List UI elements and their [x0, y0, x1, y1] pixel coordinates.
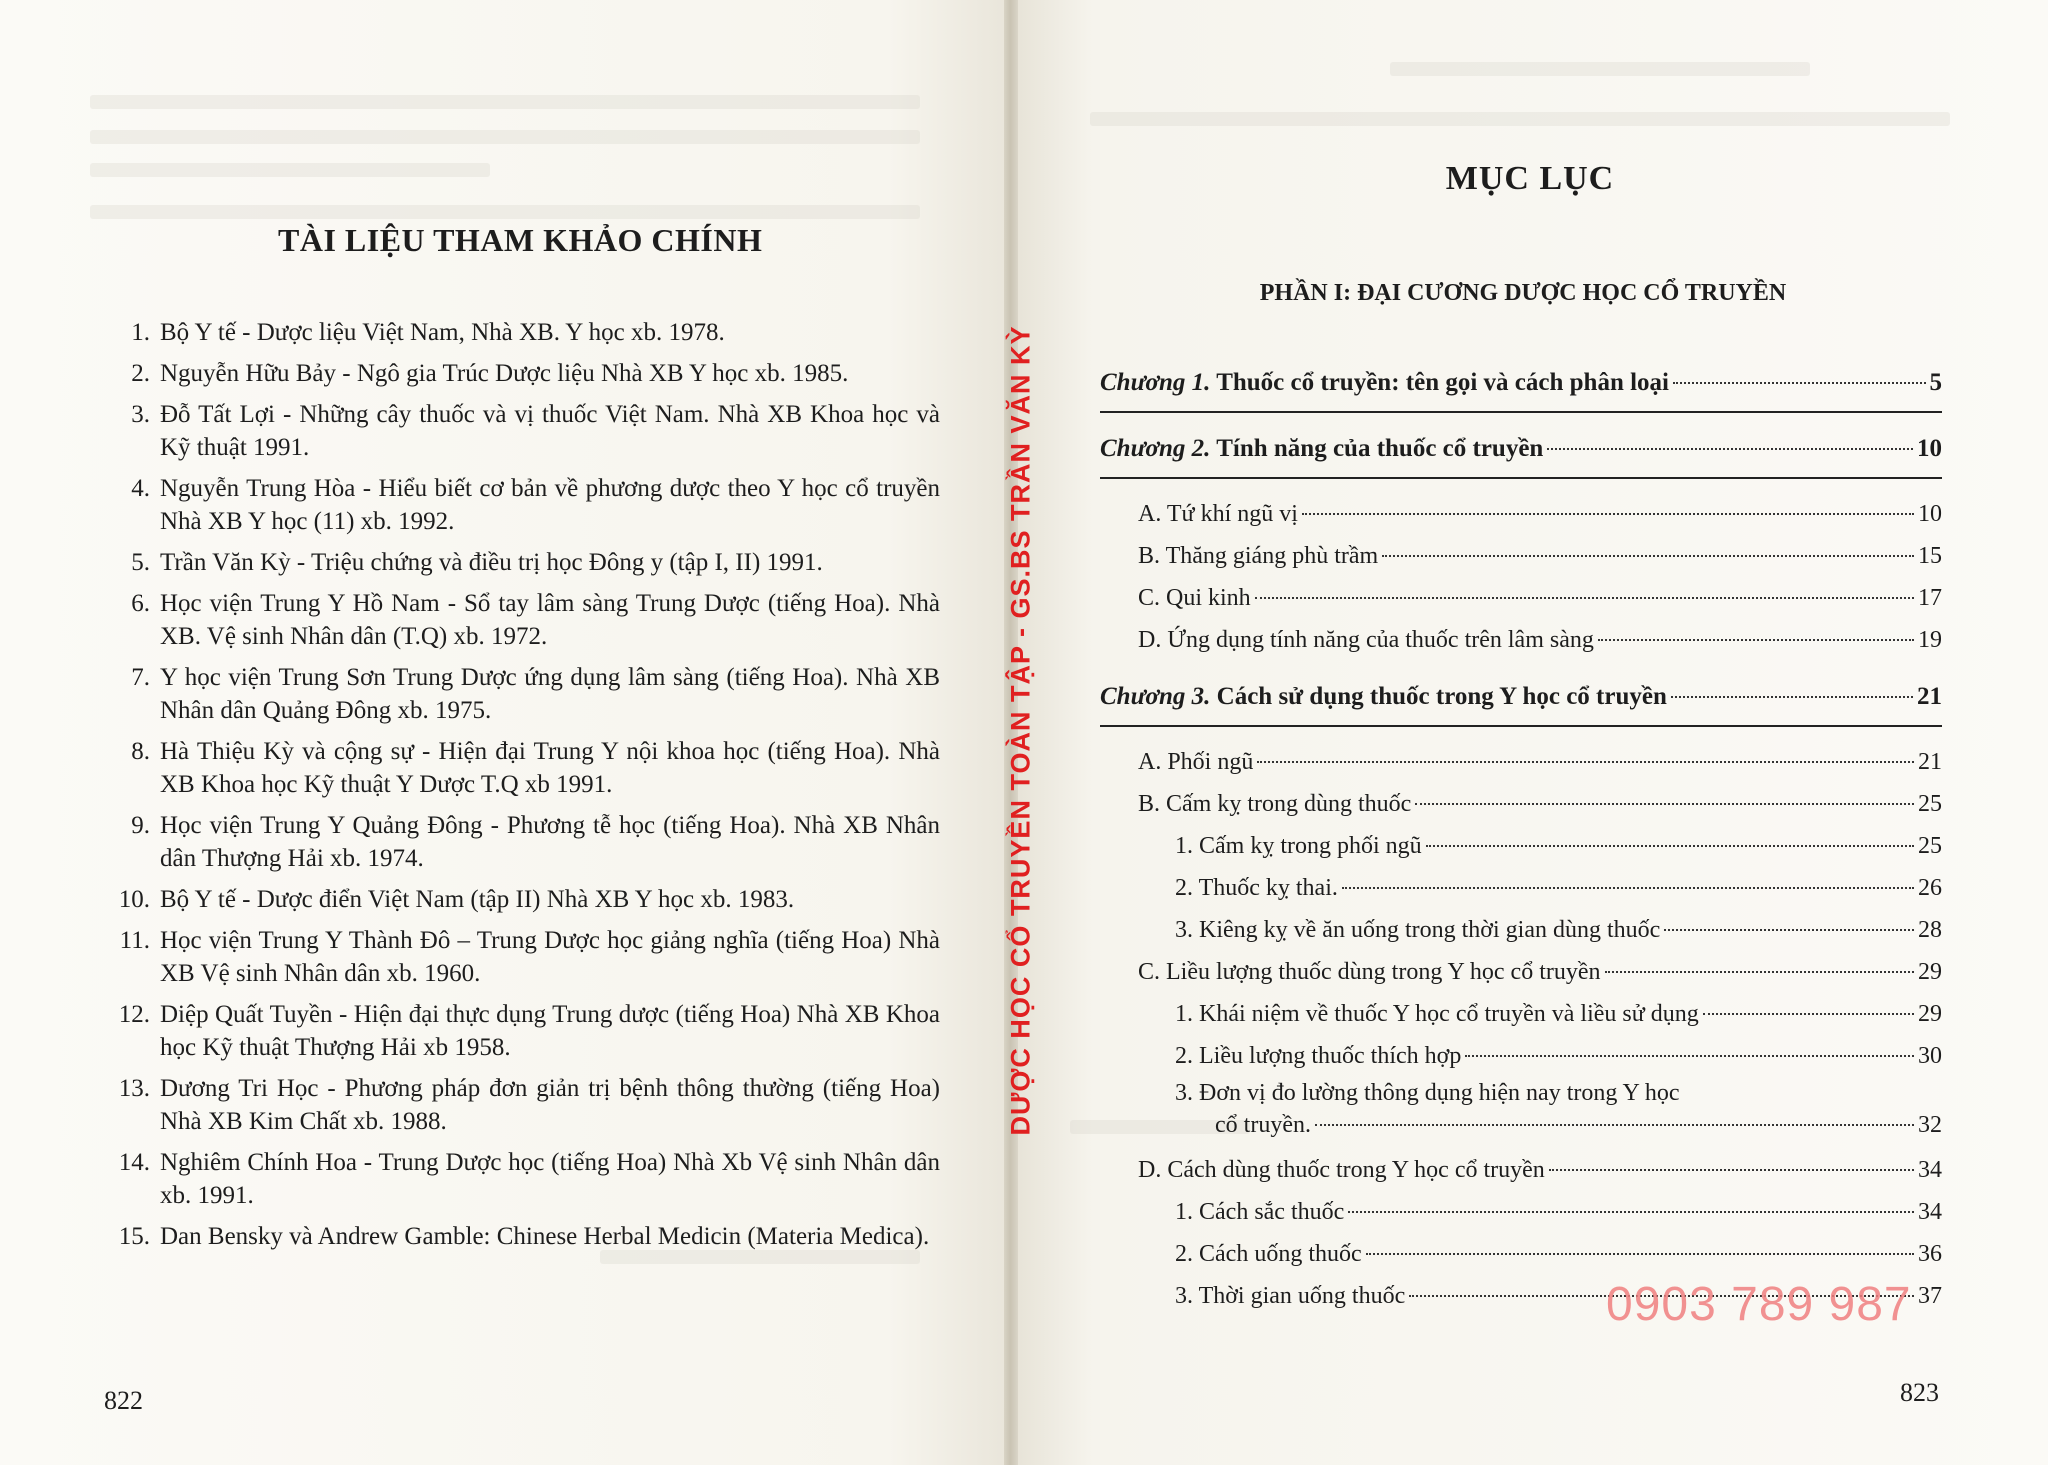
dot-leader	[1348, 1211, 1914, 1213]
entry-page: 26	[1918, 875, 1942, 901]
reference-number: 6.	[131, 590, 150, 617]
chapter-title: Cách sử dụng thuốc trong Y học cổ truyền	[1216, 683, 1667, 710]
entry-label: A. Tứ khí ngũ vị	[1138, 501, 1298, 527]
entry-line-2	[1175, 1109, 1942, 1141]
toc-entry	[1100, 619, 1942, 661]
entry-page: 19	[1918, 627, 1942, 653]
toc-chapter-row	[1100, 361, 1942, 405]
dot-leader	[1366, 1253, 1914, 1255]
reference-text: Nghiêm Chính Hoa - Trung Dược học (tiếng Hoa) Nhà Xb Vệ sinh Nhân dân xb. 1991.	[160, 1149, 940, 1209]
reference-number: 13.	[118, 1075, 150, 1102]
toc-entry	[1100, 951, 1942, 993]
reference-item	[100, 472, 940, 538]
dot-leader	[1673, 382, 1926, 384]
dot-leader	[1255, 597, 1914, 599]
chapter-word: Chương	[1100, 683, 1186, 710]
chapter-number: 1.	[1191, 369, 1211, 396]
chapter-title: Thuốc cổ truyền: tên gọi và cách phân loại	[1216, 369, 1669, 396]
reference-text: Y học viện Trung Sơn Trung Dược ứng dụng lâm sàng (tiếng Hoa). Nhà XB Nhân dân Quảng Đông xb. 1975.	[160, 664, 940, 724]
chapter-2-heading	[1100, 427, 1942, 479]
chapter-1-heading	[1100, 361, 1942, 413]
dot-leader	[1415, 803, 1914, 805]
entry-page: 30	[1918, 1043, 1942, 1069]
toc-entry	[1100, 783, 1942, 825]
entry-page: 25	[1918, 833, 1942, 859]
toc-subentry	[1100, 1035, 1942, 1077]
chapter-number: 3.	[1191, 683, 1211, 710]
reference-number: 14.	[118, 1149, 150, 1176]
reference-item	[100, 1220, 940, 1253]
entry-label-line-1: 3. Đơn vị đo lường thông dụng hiện nay trong Y học	[1175, 1080, 1680, 1106]
reference-number: 8.	[131, 738, 150, 765]
reference-number: 9.	[131, 812, 150, 839]
reference-text: Học viện Trung Y Thành Đô – Trung Dược học giảng nghĩa (tiếng Hoa) Nhà XB Vệ sinh Nhân dân xb. 1960.	[160, 927, 940, 987]
reference-text: Nguyễn Trung Hòa - Hiểu biết cơ bản về phương dược theo Y học cổ truyền Nhà XB Y học (11) xb. 1992.	[160, 475, 940, 535]
reference-number: 4.	[131, 475, 150, 502]
entry-label: 1. Cách sắc thuốc	[1175, 1199, 1345, 1225]
chapter-word: Chương	[1100, 435, 1186, 462]
reference-number: 15.	[118, 1223, 150, 1250]
page-number-right: 823	[1900, 1378, 1939, 1407]
dot-leader	[1382, 555, 1914, 557]
entry-label: 1. Cấm kỵ trong phối ngũ	[1175, 833, 1422, 859]
toc-chapter-row	[1100, 675, 1942, 719]
chapter-label	[1100, 427, 1543, 471]
entry-label: C. Liều lượng thuốc dùng trong Y học cổ truyền	[1138, 959, 1601, 985]
toc-entry	[1100, 1149, 1942, 1191]
dot-leader	[1426, 845, 1914, 847]
entry-page: 29	[1918, 1001, 1942, 1027]
reference-text: Học viện Trung Y Quảng Đông - Phương tễ học (tiếng Hoa). Nhà XB Nhân dân Thượng Hải xb. 1974.	[160, 812, 940, 872]
reference-number: 7.	[131, 664, 150, 691]
entry-label: 2. Liều lượng thuốc thích hợp	[1175, 1043, 1462, 1069]
entry-page: 34	[1918, 1199, 1942, 1225]
left-page	[0, 0, 1010, 1465]
reference-item	[100, 998, 940, 1064]
reference-list	[100, 316, 940, 1261]
entry-page: 21	[1918, 749, 1942, 775]
toc-subentry	[1100, 867, 1942, 909]
reference-text: Dương Tri Học - Phương pháp đơn giản trị bệnh thông thường (tiếng Hoa) Nhà XB Kim Chất xb. 1988.	[160, 1075, 940, 1135]
entry-label: A. Phối ngũ	[1138, 749, 1254, 775]
entry-label: 3. Thời gian uống thuốc	[1175, 1283, 1406, 1309]
reference-number: 2.	[131, 360, 150, 387]
toc-subentry	[1100, 993, 1942, 1035]
chapter-3-heading	[1100, 675, 1942, 727]
watermark-text: DƯỢC HỌC CỔ TRUYỀN TOÀN TẬP - GS.BS TRẦN VĂN KỲ	[1005, 325, 1036, 1135]
entry-label: D. Cách dùng thuốc trong Y học cổ truyền	[1138, 1157, 1545, 1183]
toc-subentry	[1100, 909, 1942, 951]
reference-text: Bộ Y tế - Dược điển Việt Nam (tập II) Nhà XB Y học xb. 1983.	[160, 886, 795, 913]
reference-number: 1.	[131, 319, 150, 346]
toc-entry	[1100, 535, 1942, 577]
toc-subentry	[1100, 825, 1942, 867]
entry-label: C. Qui kinh	[1138, 585, 1251, 611]
vertical-watermark	[1001, 165, 1041, 1295]
dot-leader	[1671, 696, 1913, 698]
entry-page: 34	[1918, 1157, 1942, 1183]
reference-text: Học viện Trung Y Hồ Nam - Sổ tay lâm sàng Trung Dược (tiếng Hoa). Nhà XB. Vệ sinh Nhân dân (T.Q) xb. 1972.	[160, 590, 940, 650]
reference-text: Dan Bensky và Andrew Gamble: Chinese Herbal Medicin (Materia Medica).	[160, 1223, 930, 1250]
dot-leader	[1703, 1013, 1914, 1015]
entry-page: 25	[1918, 791, 1942, 817]
toc-subentry	[1100, 1191, 1942, 1233]
reference-item	[100, 735, 940, 801]
part-title: PHẦN I: ĐẠI CƯƠNG DƯỢC HỌC CỔ TRUYỀN	[1259, 280, 1787, 306]
reference-item	[100, 1146, 940, 1212]
toc-subentry	[1100, 1233, 1942, 1275]
dot-leader	[1547, 448, 1913, 450]
toc-entry	[1100, 741, 1942, 783]
dot-leader	[1315, 1124, 1914, 1126]
toc-subentry	[1100, 1077, 1942, 1141]
reference-text: Bộ Y tế - Dược liệu Việt Nam, Nhà XB. Y học xb. 1978.	[160, 319, 725, 346]
reference-item	[100, 398, 940, 464]
dot-leader	[1598, 639, 1914, 641]
phone-watermark: 0903 789 987	[1606, 1278, 1912, 1331]
reference-number: 11.	[119, 927, 150, 954]
entry-page: 28	[1918, 917, 1942, 943]
entry-label: 1. Khái niệm về thuốc Y học cổ truyền và liều sử dụng	[1175, 1001, 1699, 1027]
reference-item	[100, 546, 940, 579]
entry-label: 3. Kiêng kỵ về ăn uống trong thời gian dùng thuốc	[1175, 917, 1661, 943]
chapter-page: 10	[1917, 435, 1942, 462]
dot-leader	[1465, 1055, 1914, 1057]
entry-label: D. Ứng dụng tính năng của thuốc trên lâm sàng	[1138, 627, 1594, 653]
dot-leader	[1549, 1169, 1914, 1171]
reference-number: 12.	[118, 1001, 150, 1028]
page-number-left: 822	[104, 1386, 143, 1415]
chapter-label	[1100, 361, 1669, 405]
chapter-number: 2.	[1191, 435, 1211, 462]
reference-text: Nguyễn Hữu Bảy - Ngô gia Trúc Dược liệu Nhà XB Y học xb. 1985.	[160, 360, 849, 387]
chapter-page: 21	[1917, 683, 1942, 710]
reference-number: 3.	[131, 401, 150, 428]
entry-label: 2. Cách uống thuốc	[1175, 1241, 1362, 1267]
entry-page: 37	[1918, 1283, 1942, 1309]
reference-item	[100, 1072, 940, 1138]
entry-page: 15	[1918, 543, 1942, 569]
reference-text: Đỗ Tất Lợi - Những cây thuốc và vị thuốc Việt Nam. Nhà XB Khoa học và Kỹ thuật 1991.	[160, 401, 940, 461]
toc-entry	[1100, 577, 1942, 619]
reference-text: Trần Văn Kỳ - Triệu chứng và điều trị học Đông y (tập I, II) 1991.	[160, 549, 823, 576]
entry-page: 29	[1918, 959, 1942, 985]
entry-label: B. Cấm kỵ trong dùng thuốc	[1138, 791, 1412, 817]
dot-leader	[1605, 971, 1914, 973]
reference-item	[100, 661, 940, 727]
reference-item	[100, 924, 940, 990]
dot-leader	[1302, 513, 1914, 515]
entry-page: 10	[1918, 501, 1942, 527]
entry-page: 17	[1918, 585, 1942, 611]
reference-text: Hà Thiệu Kỳ và cộng sự - Hiện đại Trung Y nội khoa học (tiếng Hoa). Nhà XB Khoa học Kỹ thuật Y Dược T.Q xb 1991.	[160, 738, 940, 798]
reference-number: 10.	[118, 886, 150, 913]
entry-page: 32	[1918, 1112, 1942, 1138]
references-title: TÀI LIỆU THAM KHẢO CHÍNH	[278, 222, 763, 258]
table-of-contents	[1100, 355, 1942, 1317]
reference-item	[100, 809, 940, 875]
entry-label: 2. Thuốc kỵ thai.	[1175, 875, 1338, 901]
toc-chapter-row	[1100, 427, 1942, 471]
reference-text: Diệp Quất Tuyền - Hiện đại thực dụng Trung dược (tiếng Hoa) Nhà XB Khoa học Kỹ thuật Thượng Hải xb 1958.	[160, 1001, 940, 1061]
dot-leader	[1342, 887, 1914, 889]
entry-label-line-2: cổ truyền.	[1215, 1112, 1311, 1138]
dot-leader	[1664, 929, 1914, 931]
chapter-label	[1100, 675, 1667, 719]
reference-item	[100, 587, 940, 653]
toc-title: MỤC LỤC	[1445, 160, 1615, 197]
dot-leader	[1257, 761, 1914, 763]
reference-item	[100, 883, 940, 916]
chapter-page: 5	[1929, 369, 1942, 396]
reference-number: 5.	[131, 549, 150, 576]
reference-item	[100, 316, 940, 349]
chapter-title: Tính năng của thuốc cổ truyền	[1216, 435, 1544, 462]
entry-page: 36	[1918, 1241, 1942, 1267]
chapter-word: Chương	[1100, 369, 1186, 396]
toc-entry	[1100, 493, 1942, 535]
reference-item	[100, 357, 940, 390]
wrapped-entry	[1175, 1077, 1942, 1141]
entry-label: B. Thăng giáng phù trầm	[1138, 543, 1379, 569]
